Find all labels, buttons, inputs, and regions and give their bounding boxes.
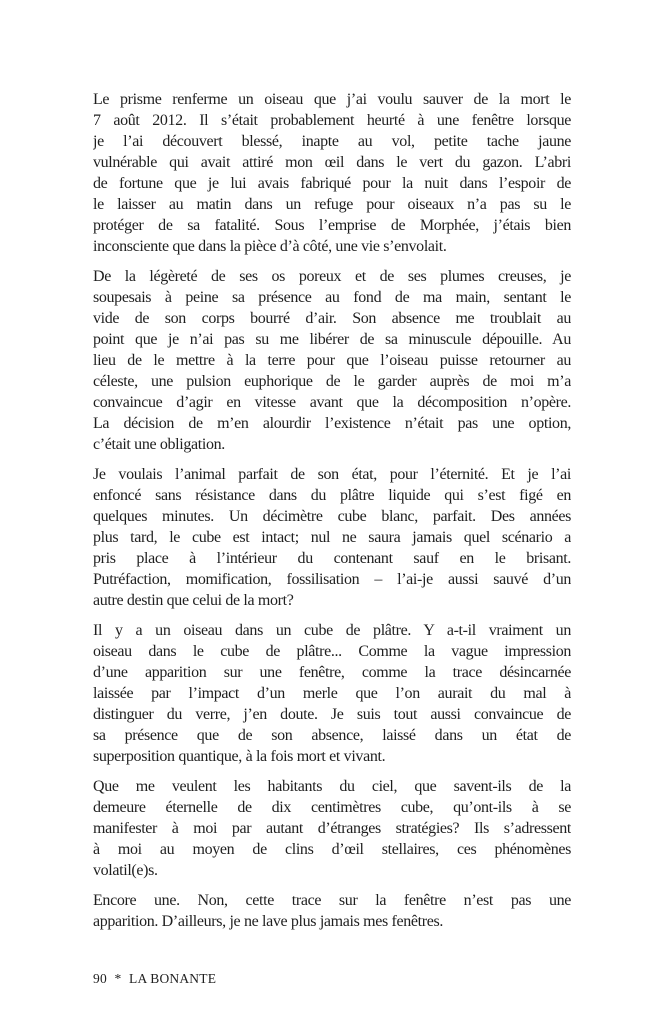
footer-separator: *	[114, 971, 122, 986]
text-line: céleste, une pulsion euphorique de le garder auprès de moi m’a	[93, 373, 571, 390]
text-line: oiseau dans le cube de plâtre... Comme la vague impression	[93, 643, 571, 660]
paragraph	[93, 890, 571, 932]
text-block	[93, 89, 571, 941]
text-line: vide de son corps bourré d’air. Son absence me troublait au	[93, 310, 571, 327]
text-line: Encore une. Non, cette trace sur la fenêtre n’est pas une	[93, 892, 571, 909]
text-line: protéger de sa fatalité. Sous l’emprise de Morphée, j’étais bien	[93, 217, 571, 234]
text-line: c’était une obligation.	[93, 436, 225, 453]
text-line: apparition. D’ailleurs, je ne lave plus jamais mes fenêtres.	[93, 913, 443, 930]
text-line: La décision de m’en alourdir l’existence n’était pas une option,	[93, 415, 571, 432]
text-line: sa présence que de son absence, laissé dans un état de	[93, 727, 571, 744]
paragraph	[93, 620, 571, 767]
text-line: distinguer du verre, j’en doute. Je suis tout aussi convaincue de	[93, 706, 571, 723]
text-line: quelques minutes. Un décimètre cube blanc, parfait. Des années	[93, 508, 571, 525]
text-line: inconsciente que dans la pièce d’à côté, une vie s’envolait.	[93, 238, 447, 255]
text-line: d’une apparition sur une fenêtre, comme la trace désincarnée	[93, 664, 571, 681]
text-line: Putréfaction, momification, fossilisation – l’ai-je aussi sauvé d’un	[93, 571, 571, 588]
text-line: plus tard, le cube est intact; nul ne saura jamais quel scénario a	[93, 529, 571, 546]
paragraph	[93, 776, 571, 881]
text-line: je l’ai découvert blessé, inapte au vol, petite tache jaune	[93, 133, 571, 150]
text-line: autre destin que celui de la mort?	[93, 592, 294, 609]
text-line: volatil(e)s.	[93, 862, 158, 879]
text-line: Que me veulent les habitants du ciel, que savent-ils de la	[93, 778, 571, 795]
text-line: convaincue d’agir en vitesse avant que la décomposition n’opère.	[93, 394, 571, 411]
text-line: superposition quantique, à la fois mort et vivant.	[93, 748, 386, 765]
paragraph	[93, 89, 571, 257]
text-line: vulnérable qui avait attiré mon œil dans le vert du gazon. L’abri	[93, 154, 571, 171]
text-line: pris place à l’intérieur du contenant sauf en le brisant.	[93, 550, 571, 567]
text-line: Il y a un oiseau dans un cube de plâtre. Y a-t-il vraiment un	[93, 622, 571, 639]
text-line: point que je n’ai pas su me libérer de sa minuscule dépouille. Au	[93, 331, 571, 348]
text-line: de fortune que je lui avais fabriqué pour la nuit dans l’espoir de	[93, 175, 571, 192]
paragraph	[93, 464, 571, 611]
text-line: soupesais à peine sa présence au fond de ma main, sentant le	[93, 289, 571, 306]
text-line: demeure éternelle de dix centimètres cube, qu’ont-ils à se	[93, 799, 571, 816]
page-footer	[93, 970, 216, 988]
text-line: lieu de le mettre à la terre pour que l’oiseau puisse retourner au	[93, 352, 571, 369]
paragraph	[93, 266, 571, 455]
book-title: LA BONANTE	[129, 971, 217, 986]
text-line: Le prisme renferme un oiseau que j’ai voulu sauver de la mort le	[93, 91, 571, 108]
text-line: Je voulais l’animal parfait de son état, pour l’éternité. Et je l’ai	[93, 466, 571, 483]
text-line: manifester à moi par autant d’étranges stratégies? Ils s’adressent	[93, 820, 571, 837]
text-line: laissée par l’impact d’un merle que l’on aurait du mal à	[93, 685, 571, 702]
text-line: enfoncé sans résistance dans du plâtre liquide qui s’est figé en	[93, 487, 571, 504]
text-line: le laisser au matin dans un refuge pour oiseaux n’a pas su le	[93, 196, 571, 213]
text-line: à moi au moyen de clins d’œil stellaires, ces phénomènes	[93, 841, 571, 858]
text-line: 7 août 2012. Il s’était probablement heurté à une fenêtre lorsque	[93, 112, 571, 129]
page-number: 90	[93, 971, 107, 986]
text-line: De la légèreté de ses os poreux et de ses plumes creuses, je	[93, 268, 571, 285]
